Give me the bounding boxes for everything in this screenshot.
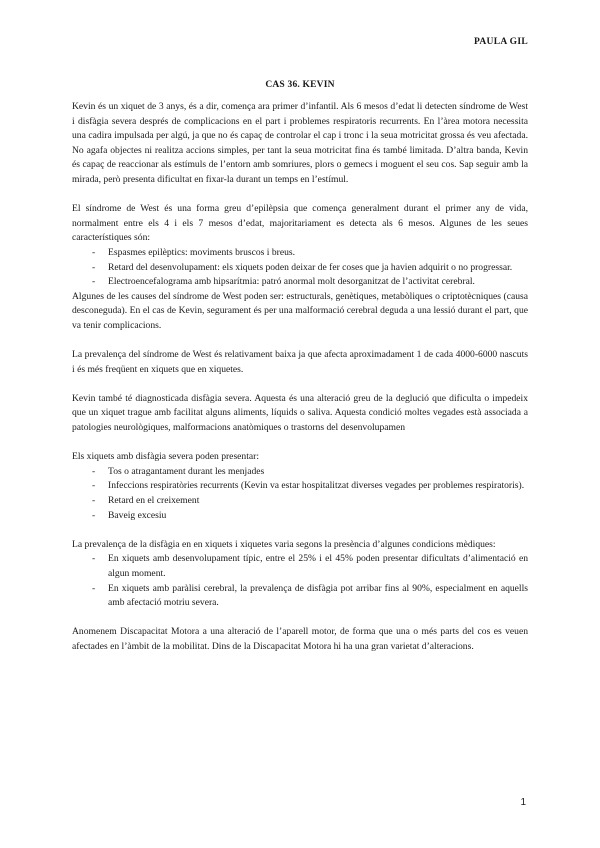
- document-body: [72, 100, 528, 655]
- paragraph-west-definition: El síndrome de West és una forma greu d’epilèpsia que comença generalment durant el primer any de vida, normalment entre els 4 i els 7 mesos d’edat, majoritariament es detecta als 6 mesos. Algunes de les seues característiques són:: [72, 203, 528, 244]
- paragraph-intro: Kevin és un xiquet de 3 anys, és a dir, comença ara primer d’infantil. Als 6 mesos d’edat li detecten síndrome de West i disfàgia severa després de complicacions en el part i problemes respiratoris recurrents. En l’àrea motora necessita una cadira impulsada per algú, ja que no és capaç de controlar el cap i tronc i la seua motricitat grossa és veu afectada. No agafa objectes ni realitza accions simples, per tant la seua motricitat fina és també limitada. D’altra banda, Kevin és capaç de reaccionar als estímuls de l’entorn amb somriures, plors o gemecs i moguent el seu cos. Sap seguir amb la mirada, però presenta dificultat en fixar-la durant un temps en l’estímul.: [72, 101, 528, 185]
- dysphagia-symptoms-list: [72, 465, 528, 523]
- list-item: - En xiquets amb desenvolupament típic, entre el 25% i el 45% poden presentar dificultats d’alimentació en algun moment.: [72, 552, 528, 581]
- paragraph-west-causes: Algunes de les causes del síndrome de West poden ser: estructurals, genètiques, metabòliques o criptotècniques (causa desconeguda). En el cas de Kevin, segurament és per una malformació cerebral deguda a una lessió durant el part, que va tenir complicacions.: [72, 290, 528, 331]
- list-item: - Retard del desenvolupament: els xiquets poden deixar de fer coses que ja havien adquirit o no progressar.: [72, 261, 528, 276]
- list-item: - Retard en el creixement: [72, 494, 528, 509]
- header-author: PAULA GIL: [474, 37, 528, 47]
- list-item: - Electroencefalograma amb hipsarítmia: patró anormal molt desorganitzat de l’activitat cerebral.: [72, 275, 528, 290]
- list-item: - En xiquets amb paràlisi cerebral, la prevalença de disfàgia pot arribar fins al 90%, especialment en aquells amb afectació motriu severa.: [72, 582, 528, 611]
- paragraph-west-prevalence: La prevalença del síndrome de West és relativament baixa ja que afecta aproximadament 1 de cada 4000-6000 nascuts i és més freqüent en xiquets que en xiquetes.: [72, 349, 528, 375]
- paragraph-dysphagia-prevalence-intro: La prevalença de la disfàgia en en xiquets i xiquetes varia segons la presència d’algunes condicions mèdiques:: [72, 538, 496, 550]
- document-title: CAS 36. KEVIN: [265, 80, 335, 90]
- list-item: - Baveig excesiu: [72, 509, 528, 524]
- list-item: - Infeccions respiratòries recurrents (Kevin va estar hospitalitzat diverses vegades per problemes respiratoris).: [72, 479, 528, 494]
- west-features-list: [72, 246, 528, 290]
- paragraph-dysphagia: Kevin també té diagnosticada disfàgia severa. Aquesta és una alteració greu de la deglució que dificulta o impedeix que un xiquet trague amb facilitat alguns aliments, líquids o saliva. Aquesta condició moltes vegades està associada a patologies neurològiques, malformacions anatòmiques o trastorns del desenvolupamen: [72, 392, 528, 434]
- list-item: - Tos o atragantament durant les menjades: [72, 465, 528, 480]
- dysphagia-prevalence-list: [72, 552, 528, 610]
- paragraph-motor-disability: Anomenem Discapacitat Motora a una alteració de l’aparell motor, de forma que una o més parts del cos es veuen afectades en l’àmbit de la mobilitat. Dins de la Discapacitat Motora hi ha una gran varietat d’alteracions.: [72, 626, 528, 652]
- page-number: 1: [520, 797, 526, 808]
- paragraph-dysphagia-symptoms-intro: Els xiquets amb disfàgia severa poden presentar:: [72, 451, 260, 463]
- list-item: - Espasmes epilèptics: moviments bruscos i breus.: [72, 246, 528, 261]
